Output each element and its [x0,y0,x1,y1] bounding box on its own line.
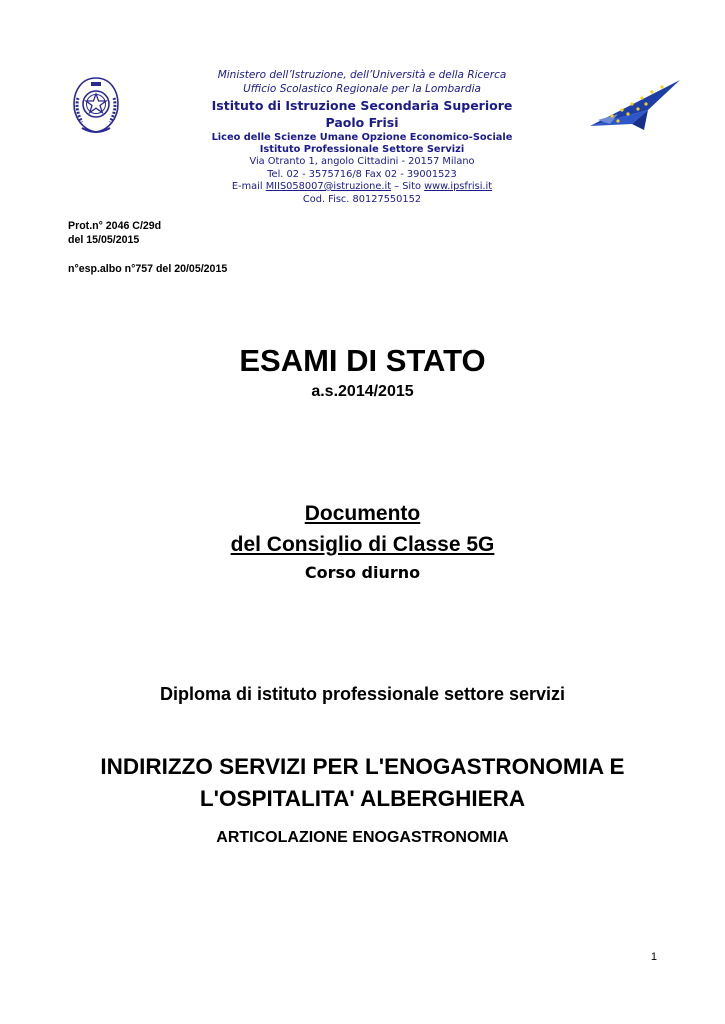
address-line: Via Otranto 1, angolo Cittadini - 20157 Milano [249,156,475,167]
page-number: 1 [650,951,657,963]
institute-line: Istituto di Istruzione Secondaria Superiore [211,98,513,113]
course-type: Corso diurno [304,563,421,582]
fiscal-code-line: Cod. Fisc. 80127550152 [302,193,422,205]
indirizzo-line-2: L'OSPITALITA' ALBERGHIERA [199,786,526,811]
articolazione-line: ARTICOLAZIONE ENOGASTRONOMIA [216,829,509,846]
email-link[interactable]: MIIS058007@istruzione.it [265,181,392,192]
website-link[interactable]: www.ipsfrisi.it [424,181,493,192]
protocol-block [68,219,161,247]
protocol-number: Prot.n° 2046 C/29d [68,220,162,232]
ministry-line: Ministero dell’Istruzione, dell’Università e della Ricerca [217,69,507,81]
diploma-line: Diploma di istituto professionale settore servizi [159,684,566,704]
contact-line [150,181,574,194]
albo-number: n°esp.albo n°757 del 20/05/2015 [68,263,228,275]
school-name: Paolo Frisi [325,115,399,130]
phone-line: Tel. 02 - 3575716/8 Fax 02 - 39001523 [267,168,457,180]
site-prefix: – Sito [391,181,425,192]
liceo-line: Liceo delle Scienze Umane Opzione Economico-Sociale [211,132,513,143]
protocol-date: del 15/05/2015 [68,234,140,246]
page-title: ESAMI DI STATO [239,343,486,378]
class-council-heading: del Consiglio di Classe 5G [230,533,495,556]
school-year: a.s.2014/2015 [311,383,414,400]
email-prefix: E-mail [231,181,266,192]
letterhead [150,68,574,206]
republic-emblem-icon [68,74,124,136]
paper-plane-flag-logo [588,76,684,132]
document-heading: Documento [304,502,421,525]
indirizzo-line-1: INDIRIZZO SERVIZI PER L'ENOGASTRONOMIA E [100,754,625,779]
ips-line: Istituto Professionale Settore Servizi [259,144,465,155]
office-line: Ufficio Scolastico Regionale per la Lombardia [243,83,481,95]
